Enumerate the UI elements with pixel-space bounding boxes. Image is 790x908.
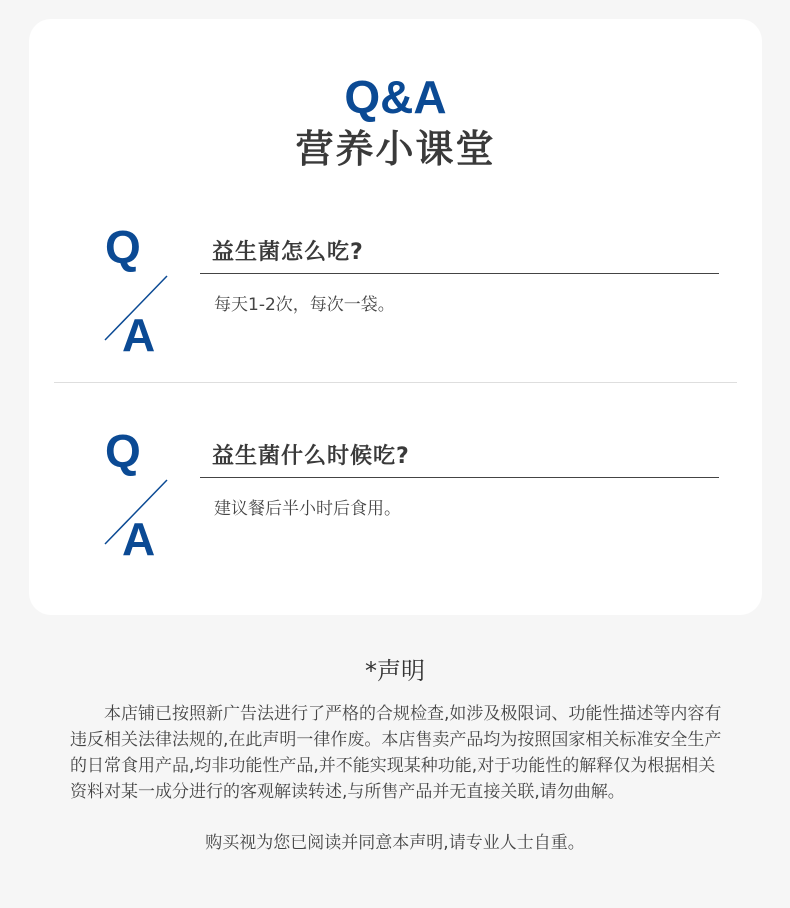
a-mark: A — [122, 309, 156, 361]
answer-text: 每天1-2次，每次一袋。 — [214, 295, 395, 315]
qa-item — [29, 425, 762, 578]
question-underline — [200, 477, 719, 478]
q-mark: Q — [105, 221, 141, 273]
question-underline — [200, 273, 719, 274]
q-mark: Q — [105, 425, 141, 477]
answer-text: 建议餐后半小时后食用。 — [214, 499, 401, 519]
declaration-footer: 购买视为您已阅读并同意本声明,请专业人士自重。 — [205, 833, 585, 853]
qa-item — [29, 221, 762, 374]
declaration-body: 本店铺已按照新广告法进行了严格的合规检查,如涉及极限词、功能性描述等内容有违反相关法律法规的,在此声明一律作废。本店售卖产品均为按照国家相关标准安全生产的日常食用产品,均非功能性产品,并不能实现某种功能,对于功能性的解释仅为根据相关资料对某一成分进行的客观解读转述,与所售产品并无直接关联,请勿曲解。 — [70, 704, 722, 802]
qa-card — [29, 19, 762, 615]
page-subtitle: 营养小课堂 — [295, 127, 496, 171]
question-text: 益生菌什么时候吃? — [212, 444, 410, 469]
declaration-title: *声明 — [365, 657, 425, 685]
section-divider — [54, 382, 737, 383]
qa-title: Q&A — [344, 71, 447, 123]
question-text: 益生菌怎么吃? — [212, 240, 364, 265]
a-mark: A — [122, 513, 156, 565]
